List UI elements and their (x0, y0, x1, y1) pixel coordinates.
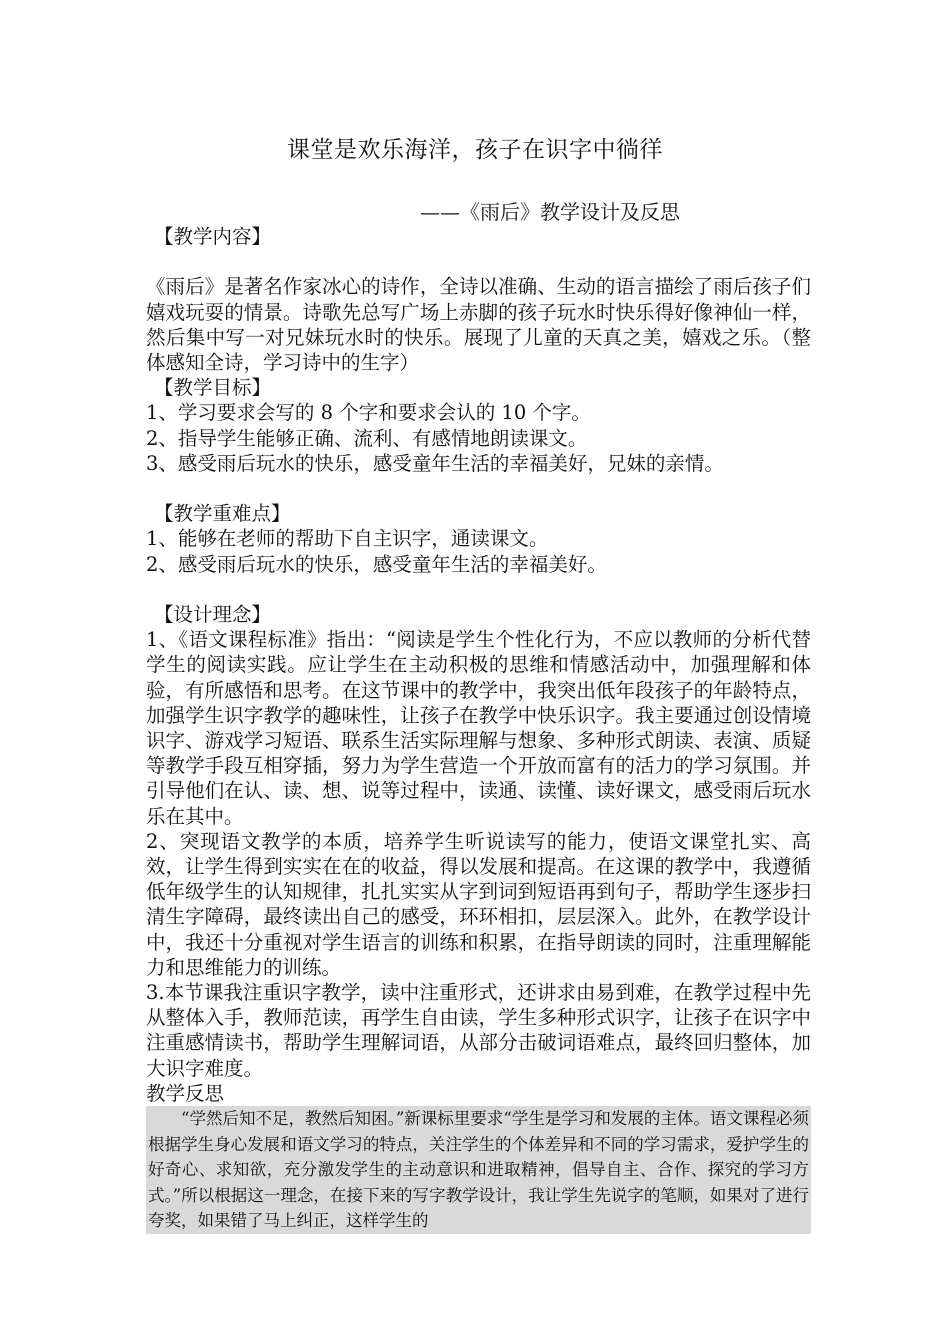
document-subtitle: ——《雨后》教学设计及反思 (420, 200, 680, 224)
document-title: 课堂是欢乐海洋，孩子在识字中徜徉 (287, 137, 663, 163)
key-point-item: 2、感受雨后玩水的快乐，感受童年生活的幸福美好。 (146, 552, 607, 576)
design-paragraph: 2、突现语文教学的本质，培养学生听说读写的能力，使语文课堂扎实、高效，让学生得到实实在在的收益，得以发展和提高。在这课的教学中，我遵循低年级学生的认知规律，扎扎实实从字到词到短语再到句子，帮助学生逐步扫清生字障碍，最终读出自己的感受，环环相扣，层层深入。此外，在教学设计中，我还十分重视对学生语言的训练和积累，在指导朗读的同时，注重理解能力和思维能力的训练。 (146, 829, 811, 979)
goal-item: 2、指导学生能够正确、流利、有感情地朗读课文。 (146, 426, 588, 450)
content-paragraph: 《雨后》是著名作家冰心的诗作，全诗以准确、生动的语言描绘了雨后孩子们嬉戏玩耍的情景。诗歌先总写广场上赤脚的孩子玩水时快乐得好像神仙一样，然后集中写一对兄妹玩水时的快乐。展现了儿童的天真之美，嬉戏之乐。（整体感知全诗，学习诗中的生字） (146, 275, 811, 374)
design-paragraph: 3.本节课我注重识字教学，读中注重形式，还讲求由易到难，在教学过程中先从整体入手，教师范读，再学生自由读，学生多种形式识字，让孩子在识字中注重感情读书，帮助学生理解词语，从部分击破词语难点，最终回归整体，加大识字难度。 (146, 981, 811, 1080)
design-paragraph: 1、《语文课程标准》指出：“阅读是学生个性化行为，不应以教师的分析代替学生的阅读实践。应让学生在主动积极的思维和情感活动中，加强理解和体验，有所感悟和思考。在这节课中的教学中，我突出低年段孩子的年龄特点，加强学生识字教学的趣味性，让孩子在教学中快乐识字。我主要通过创设情境识字、游戏学习短语、联系生活实际理解与想象、多种形式朗读、表演、质疑等教学手段互相穿插，努力为学生营造一个开放而富有的活力的学习氛围。并引导他们在认、读、想、说等过程中，读通、读懂、读好课文，感受雨后玩水乐在其中。 (146, 628, 811, 828)
goal-item: 1、学习要求会写的 8 个字和要求会认的 10 个字。 (146, 401, 591, 425)
section-heading-key-points: 【教学重难点】 (154, 502, 291, 526)
section-heading-goals: 【教学目标】 (154, 376, 272, 400)
section-heading-design: 【设计理念】 (154, 603, 272, 626)
section-heading-reflection: 教学反思 (146, 1081, 225, 1105)
reflection-highlight-block (146, 1106, 811, 1234)
document-body (146, 224, 811, 1234)
section-heading-content: 【教学内容】 (154, 225, 272, 248)
goal-item: 3、感受雨后玩水的快乐，感受童年生活的幸福美好，兄妹的亲情。 (146, 451, 724, 475)
key-point-item: 1、能够在老师的帮助下自主识字，通读课文。 (146, 527, 549, 551)
reflection-paragraph: “学然后知不足，教然后知困。”新课标里要求“学生是学习和发展的主体。语文课程必须根据学生身心发展和语文学习的特点，关注学生的个体差异和不同的学习需求，爱护学生的好奇心、求知欲，充分激发学生的主动意识和进取精神，倡导自主、合作、探究的学习方式。”所以根据这一理念，在接下来的写字教学设计，我让学生先说字的笔顺，如果对了进行夸奖，如果错了马上纠正，这样学生的 (148, 1109, 809, 1231)
